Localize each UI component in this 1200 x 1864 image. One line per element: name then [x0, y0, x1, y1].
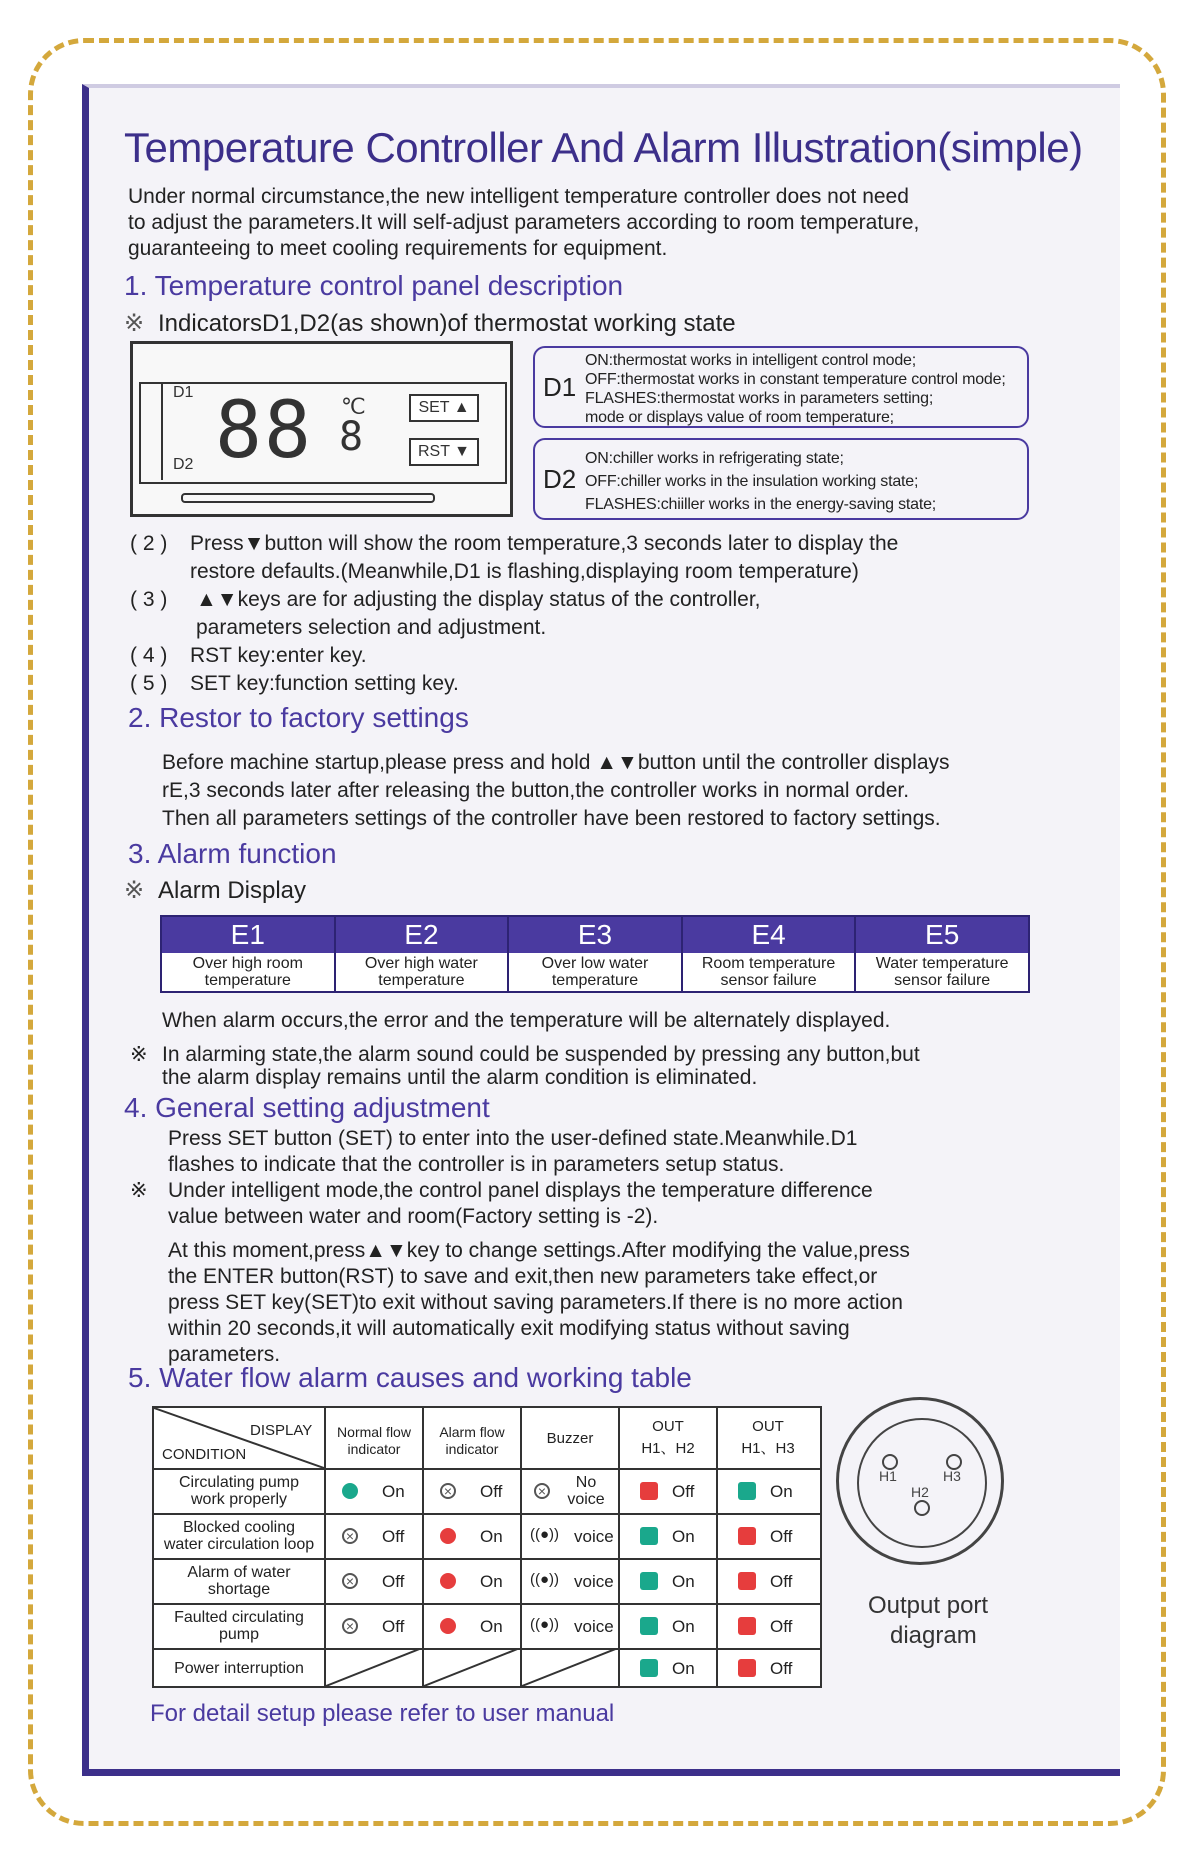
panel-bar — [181, 493, 435, 503]
header-buzzer: Buzzer — [546, 1430, 594, 1447]
output-port-diagram — [836, 1397, 1004, 1565]
d1-note-line: ON:thermostat works in intelligent control mode; — [585, 352, 916, 369]
row-buzzer-value: voice — [574, 1527, 614, 1546]
alarm-note-line-1: In alarming state,the alarm sound could be suspended by pressing any button,but — [162, 1043, 920, 1066]
s4-p3-line: within 20 seconds,it will automatically exit modifying status without saving — [168, 1317, 850, 1340]
row-buzzer-value: No voice — [567, 1474, 605, 1508]
header-out2: OUT H1、H3 — [741, 1418, 795, 1457]
d1-note-line: FLASHES:thermostat works in parameters setting; — [585, 390, 934, 407]
pin-h3-label: H3 — [943, 1468, 961, 1484]
intro-line-1: Under normal circumstance,the new intelligent temperature controller does not need — [128, 185, 909, 208]
row-normal-value: On — [382, 1482, 405, 1501]
header-alarm: Alarm flow indicator — [439, 1424, 505, 1457]
alarm-desc: Over low water temperature — [541, 955, 649, 989]
row-out1-value: Off — [672, 1482, 695, 1501]
green-square-icon — [640, 1659, 658, 1677]
red-square-icon — [738, 1617, 756, 1635]
off-indicator-icon: × — [440, 1483, 456, 1499]
red-dot-icon — [440, 1573, 456, 1589]
row-out1-value: On — [672, 1617, 695, 1636]
s4-p2-line: Under intelligent mode,the control panel displays the temperature difference — [168, 1179, 873, 1202]
row-condition: Power interruption — [174, 1660, 304, 1677]
item-3-line-2: parameters selection and adjustment. — [196, 616, 547, 639]
s4-note-mark: ※ — [130, 1179, 148, 1202]
item-3-line-1: ▲▼keys are for adjusting the display status of the controller, — [196, 588, 761, 611]
red-square-icon — [738, 1659, 756, 1677]
red-dot-icon — [440, 1618, 456, 1634]
row-normal-value: Off — [382, 1527, 405, 1546]
row-condition: Blocked cooling water circulation loop — [163, 1519, 315, 1553]
alarm-cell — [683, 917, 857, 991]
alarm-cell — [856, 917, 1028, 991]
alarm-note-line-2: the alarm display remains until the alarm condition is eliminated. — [162, 1066, 758, 1089]
row-out2-value: Off — [770, 1572, 793, 1591]
item-2-line-2: restore defaults.(Meanwhile,D1 is flashing,displaying room temperature) — [190, 560, 859, 583]
display-decimal: 8 — [339, 414, 364, 460]
row-normal-value: Off — [382, 1617, 405, 1636]
alarm-desc: Room temperature sensor failure — [701, 955, 836, 989]
row-normal-value: Off — [382, 1572, 405, 1591]
row-out2-value: Off — [770, 1527, 793, 1546]
row-out1-value: On — [672, 1572, 695, 1591]
section-4-heading: 4. General setting adjustment — [124, 1092, 490, 1123]
intro-line-3: guaranteeing to meet cooling requirements for equipment. — [128, 237, 668, 260]
pin-h2-label: H2 — [911, 1484, 929, 1500]
row-out2-value: Off — [770, 1659, 793, 1678]
section-3-sub: ※ Alarm Display — [124, 877, 307, 904]
green-dot-icon — [342, 1483, 358, 1499]
d1-note-line: mode or displays value of room temperature; — [585, 409, 894, 426]
item-2-num: ( 2 ) — [130, 532, 168, 555]
pin-h2-icon — [914, 1500, 930, 1516]
d1-label: D1 — [173, 384, 194, 401]
d1-note — [533, 346, 1029, 428]
header-normal: Normal flow indicator — [337, 1424, 411, 1457]
item-5-num: ( 5 ) — [130, 672, 168, 695]
note-mark-icon: ※ — [124, 310, 145, 337]
section-1-sub: ※ IndicatorsD1,D2(as shown)of thermostat working state — [124, 310, 736, 337]
set-button: SET ▲ — [409, 394, 479, 422]
alarm-cell — [162, 917, 336, 991]
d2-note-line: ON:chiller works in refrigerating state; — [585, 450, 844, 467]
d2-note — [533, 438, 1029, 520]
alarm-desc: Over high water temperature — [364, 955, 478, 989]
buzzer-sound-icon: ((●)) — [530, 1571, 560, 1588]
row-buzzer-value: voice — [574, 1572, 614, 1591]
header-display: DISPLAY — [250, 1422, 313, 1439]
water-flow-table — [152, 1406, 822, 1688]
header-condition: CONDITION — [162, 1446, 247, 1463]
d2-note-line: OFF:chiller works in the insulation working state; — [585, 473, 919, 490]
header-out1: OUT H1、H2 — [641, 1418, 695, 1457]
off-indicator-icon: × — [342, 1618, 358, 1634]
section-2-heading: 2. Restor to factory settings — [128, 702, 469, 733]
alarm-code: E4 — [683, 917, 855, 953]
intro-line-2: to adjust the parameters.It will self-adjust parameters according to room temperature, — [128, 211, 920, 234]
section-3-heading: 3. Alarm function — [128, 838, 337, 869]
row-alarm-value: On — [480, 1527, 503, 1546]
alarm-desc: Water temperature sensor failure — [875, 955, 1009, 989]
green-square-icon — [640, 1617, 658, 1635]
red-square-icon — [640, 1482, 658, 1500]
row-condition: Faulted circulating pump — [174, 1609, 304, 1643]
control-panel-diagram — [130, 341, 513, 517]
s4-p3-line: press SET key(SET)to exit without saving parameters.If there is no more action — [168, 1291, 903, 1314]
row-buzzer-value: voice — [574, 1617, 614, 1636]
d1-note-key: D1 — [543, 372, 577, 402]
off-indicator-icon: × — [342, 1528, 358, 1544]
buzzer-sound-icon: ((●)) — [530, 1616, 560, 1633]
footer-note: For detail setup please refer to user manual — [150, 1700, 615, 1727]
red-square-icon — [738, 1572, 756, 1590]
item-5-line: SET key:function setting key. — [190, 672, 459, 695]
red-dot-icon — [440, 1528, 456, 1544]
alarm-desc: Over high room temperature — [192, 955, 303, 989]
green-square-icon — [738, 1482, 756, 1500]
alarm-display-table — [160, 915, 1030, 993]
s4-p1-line: Press SET button (SET) to enter into the user-defined state.Meanwhile.D1 — [168, 1127, 858, 1150]
row-alarm-value: Off — [480, 1482, 503, 1501]
section-1-heading: 1. Temperature control panel description — [124, 270, 624, 301]
item-2-line-1: Press▼button will show the room temperature,3 seconds later to display the — [190, 532, 899, 555]
section-2-line: rE,3 seconds later after releasing the button,the controller works in normal order. — [162, 779, 910, 802]
d1-note-line: OFF:thermostat works in constant temperature control mode; — [585, 371, 1006, 388]
row-alarm-value: On — [480, 1617, 503, 1636]
celsius-icon: ℃ — [341, 394, 366, 419]
alarm-code: E1 — [162, 917, 334, 953]
section-2-line: Before machine startup,please press and hold ▲▼button until the controller displays — [162, 751, 950, 774]
section-5-heading: 5. Water flow alarm causes and working table — [128, 1362, 692, 1393]
alarm-note-mark: ※ — [130, 1043, 148, 1066]
empty-cell-diagonals — [324, 1648, 618, 1686]
port-caption-1: Output port — [868, 1592, 989, 1619]
green-square-icon — [640, 1527, 658, 1545]
s4-p3-line: At this moment,press▲▼key to change settings.After modifying the value,press — [168, 1239, 910, 1262]
d2-note-line: FLASHES:chiiller works in the energy-saving state; — [585, 496, 937, 513]
row-condition: Alarm of water shortage — [187, 1564, 291, 1598]
note-mark-icon: ※ — [124, 877, 145, 904]
item-3-num: ( 3 ) — [130, 588, 168, 611]
row-alarm-value: On — [480, 1572, 503, 1591]
page-title: Temperature Controller And Alarm Illustration(simple) — [124, 124, 1083, 171]
row-out2-value: Off — [770, 1617, 793, 1636]
d2-label: D2 — [173, 456, 194, 473]
row-condition: Circulating pump work properly — [178, 1474, 300, 1508]
green-square-icon — [640, 1572, 658, 1590]
s4-p2-line: value between water and room(Factory setting is -2). — [168, 1205, 659, 1228]
s4-p3-line: parameters. — [168, 1343, 281, 1366]
section-2-line: Then all parameters settings of the controller have been restored to factory settings. — [162, 807, 941, 830]
off-indicator-icon: × — [342, 1573, 358, 1589]
alarm-code: E2 — [336, 917, 508, 953]
alarm-code: E5 — [856, 917, 1028, 953]
item-4-num: ( 4 ) — [130, 644, 168, 667]
buzzer-sound-icon: ((●)) — [530, 1526, 560, 1543]
alarm-cell — [509, 917, 683, 991]
item-4-line: RST key:enter key. — [190, 644, 367, 667]
row-out1-value: On — [672, 1659, 695, 1678]
no-buzzer-icon: × — [534, 1483, 550, 1499]
alarm-line: When alarm occurs,the error and the temperature will be alternately displayed. — [162, 1009, 891, 1032]
s4-p3-line: the ENTER button(RST) to save and exit,then new parameters take effect,or — [168, 1265, 878, 1288]
d2-note-key: D2 — [543, 464, 577, 494]
pin-h1-label: H1 — [879, 1468, 897, 1484]
row-out1-value: On — [672, 1527, 695, 1546]
s4-p1-line: flashes to indicate that the controller is in parameters setup status. — [168, 1153, 785, 1176]
display-digits: 88 — [215, 386, 313, 476]
port-caption-2: diagram — [890, 1622, 977, 1649]
row-out2-value: On — [770, 1482, 793, 1501]
rst-button: RST ▼ — [409, 438, 479, 466]
red-square-icon — [738, 1527, 756, 1545]
alarm-cell — [336, 917, 510, 991]
alarm-code: E3 — [509, 917, 681, 953]
